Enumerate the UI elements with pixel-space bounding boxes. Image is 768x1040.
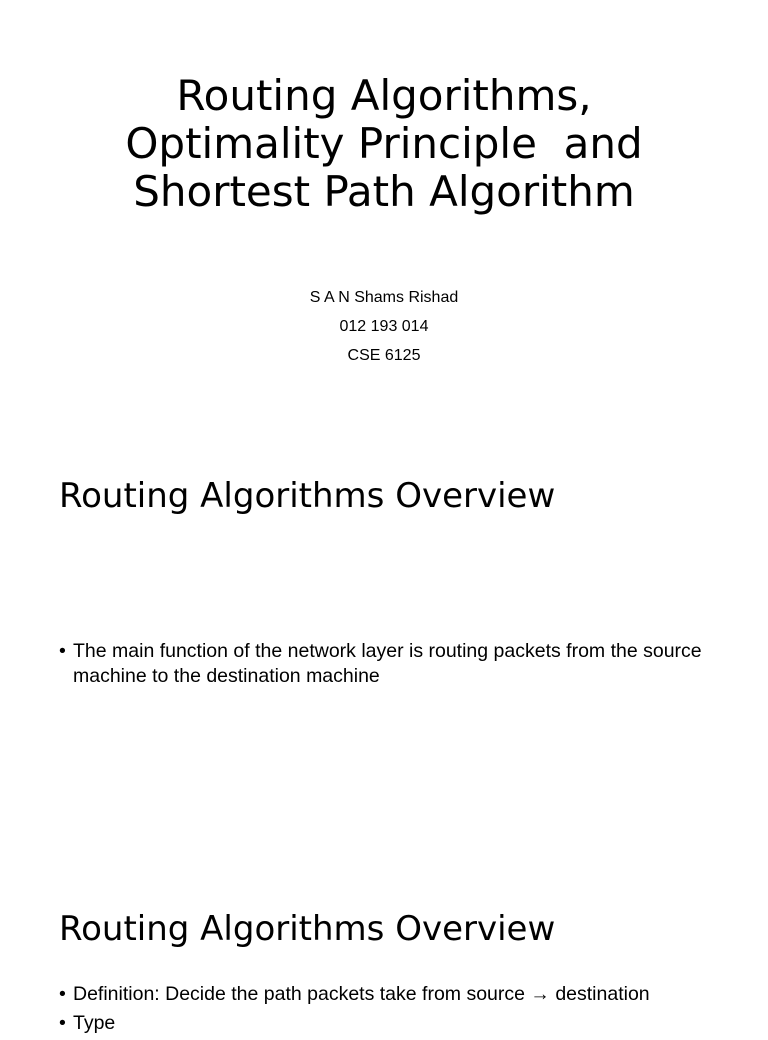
title-line-2: Optimality Principle and	[125, 119, 643, 168]
slide-title: Routing Algorithms Overview	[59, 909, 556, 949]
overview-slide-2	[0, 864, 768, 1034]
bullet-text: The main function of the network layer is routing packets from the source machine to the destination machine	[73, 640, 702, 687]
bullet-list	[59, 639, 709, 693]
bullet-icon: •	[59, 983, 66, 1005]
list-item	[59, 982, 709, 1007]
bullet-icon: •	[59, 640, 66, 662]
bullet-icon: •	[59, 1012, 66, 1034]
author-info	[0, 283, 768, 370]
slide-title: Routing Algorithms Overview	[59, 476, 556, 516]
student-id: 012 193 014	[339, 318, 429, 335]
bullet-text: Type	[73, 1012, 116, 1034]
title-line-1: Routing Algorithms,	[176, 71, 592, 120]
course-code: CSE 6125	[347, 347, 421, 364]
overview-slide-1	[0, 432, 768, 864]
author-name: S A N Shams Rishad	[309, 289, 459, 306]
title-slide	[0, 0, 768, 432]
list-item	[59, 639, 709, 689]
presentation-title	[0, 72, 768, 216]
title-line-3: Shortest Path Algorithm	[133, 167, 635, 216]
bullet-list	[59, 982, 709, 1040]
bullet-text: Definition: Decide the path packets take from source → destination	[73, 983, 650, 1005]
